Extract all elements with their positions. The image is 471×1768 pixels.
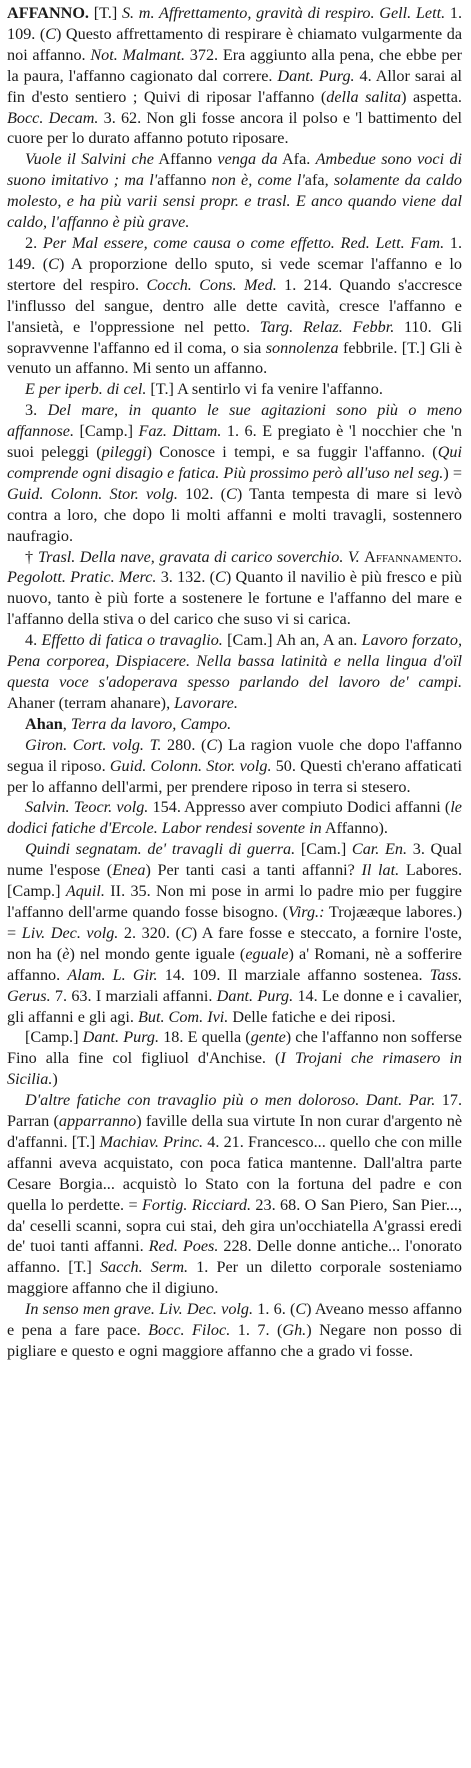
text-run: 4. 21. Francesco... quello che con mille affanni aveva acquistato, con poca fatica mantenne. Dall'altra parte Cesare Borgia... acquistò lo Stato con la fortuna del padre e con quella lo perdette. = [7, 1132, 462, 1214]
italic-text: Tass. Gerus. [7, 965, 462, 1005]
italic-text: Cocch. Cons. Med. [146, 275, 277, 294]
italic-text: D'altre fatiche con travaglio più o men doloroso. Dant. Par. [25, 1091, 436, 1110]
text-run: febbrile. [T.] Gli è venuto un affanno. Mi sento un affanno. [7, 338, 463, 378]
text-run: 23. 68. O San Piero, San Pier..., da' ceselli scanni, sopra cui stai, deh gira un'occhiatella A'grassi eredi de' tuoi tanti affanni. [7, 1195, 463, 1256]
text-run: ) A proporzione dello sputo, si vede scemar l'affanno e lo stertore del respiro. [7, 254, 463, 294]
text-run: Trojææque labores.) = [7, 902, 462, 942]
text-run: 18. E quella ( [159, 1028, 251, 1047]
italic-text: Il lat. [361, 861, 400, 880]
italic-text: della salita [326, 87, 402, 106]
entry-paragraph [7, 149, 462, 233]
text-run: 102. ( [177, 484, 227, 503]
text-run: 2. [25, 233, 43, 252]
italic-text: Qui comprende ogni disagio e fatica. Più prossimo però all'uso nel seg. [7, 443, 462, 482]
entry-paragraph [7, 1090, 462, 1299]
text-run: II. 35. Non mi pose in armi lo padre mio per fuggire l'affanno dell'arme quando fosse bisogno. ( [7, 882, 462, 921]
text-run: ) Aveano messo affanno e pena a fare pace. [7, 1300, 462, 1340]
text-run: 14. 109. Il marziale affanno sostenea. [157, 965, 430, 984]
text-run: ) Per tanti casi a tanti affanni? [145, 861, 362, 880]
italic-text: Ambedue sono voci di suono imitativo ; ma l' [7, 150, 462, 190]
text-run: 1. 6. ( [253, 1300, 296, 1319]
text-run: afa [304, 171, 325, 190]
italic-text: le dodici fatiche d'Ercole. Labor rendesi sovente in [7, 798, 462, 838]
text-run: 1. 214. Quando s'accresce l'influsso del sangue, dentro alle dette cavità, cresce l'affanno e l'ansietà, e l'oppressione nel petto. [7, 275, 463, 336]
text-run: 3. [25, 401, 48, 420]
italic-text: Not. Malmant. [90, 45, 186, 64]
text-run: ) Tanta tempesta di mare si levò contra a loro, che dopo li molti affanni e molti travagli, sostennero naufragio. [7, 484, 463, 545]
text-run: affanno [157, 171, 212, 190]
italic-text: Lavoro forzato, Pena corporea, Dispiacere. Nella bassa latinità e nella lingua d'oïl questa voce s'adoperava spesso parlando del lavoro de' campi. [7, 631, 462, 691]
italic-text: non è, come l' [211, 171, 305, 190]
entry-paragraph [7, 839, 462, 1027]
italic-text: Pegolott. Pratic. Merc. [7, 568, 157, 587]
text-run: ) nel mondo gente iguale ( [69, 944, 246, 963]
text-run: ) Questo affrettamento di respirare è chiamato vulgarmente da noi affanno. [7, 24, 463, 64]
italic-text: Gell. Lett. [379, 4, 446, 22]
italic-text: gente [250, 1028, 286, 1047]
text-run: 280. ( [161, 735, 207, 754]
italic-text: C [215, 568, 226, 587]
italic-text: E per iperb. di cel. [25, 380, 147, 399]
italic-text: Salvin. Teocr. volg. [25, 798, 149, 817]
text-run: ) Negare non posso di pigliare e questo e ogni maggiore affanno che a grado vi fosse. [7, 1321, 463, 1360]
italic-text: C [295, 1300, 307, 1319]
text-run: Affanno). [321, 819, 388, 838]
text-run: ) Quanto il navilio è più fresco e più nuovo, tanto è più forte a sostenere le fortune e l'affanno del mare e l'affanno della stiva o del carico che suso vi si carica. [7, 568, 462, 629]
italic-text: Bocc. Decam. [7, 108, 99, 127]
italic-text: I Trojani che rimasero in Sicilia. [7, 1049, 462, 1089]
entry-body [7, 3, 462, 1362]
italic-text: Gh. [282, 1321, 307, 1340]
italic-text: Quindi segnatam. de' travagli di guerra. [25, 840, 296, 859]
text-run: ) La ragion vuole che dopo l'affanno segua il riposo. [7, 735, 462, 775]
italic-text: In senso men grave. Liv. Dec. volg. [25, 1300, 254, 1319]
entry-paragraph [7, 233, 462, 379]
text-run: Ahaner (terram ahanare), [7, 693, 175, 712]
text-run: [Camp.] [74, 422, 139, 441]
entry-first-paragraph [7, 3, 462, 149]
entry-paragraph [7, 1027, 462, 1090]
bold-text: Ahan [25, 714, 63, 733]
bold-text: AFFANNO. [7, 4, 89, 22]
italic-text: S. m. Affrettamento, gravità di respiro. [121, 4, 375, 22]
text-run: 3. 62. Non gli fosse ancora il polso e 'l battimento del cuore per lo durato affanno potuto riposare. [7, 108, 462, 148]
italic-text: Dant. Purg. [216, 986, 294, 1005]
italic-text: venga da [217, 150, 278, 169]
text-run: 1. Per un diletto corporale sosteniamo maggiore affanno che il digiuno. [7, 1258, 463, 1298]
text-run: 1. 7. ( [230, 1321, 283, 1340]
italic-text: C [180, 923, 192, 942]
text-run: 154. Appresso aver compiuto Dodici affanni ( [148, 798, 451, 817]
small-caps-text: Affannamento [364, 547, 458, 566]
text-run: 110. Gli sopravvenne l'affanno ed il coma, o sia [7, 317, 462, 357]
text-run: Labores. [Camp.] [7, 861, 463, 901]
italic-text: Fortig. Ricciard. [142, 1195, 251, 1214]
italic-text: Terra da lavoro, Campo. [70, 714, 232, 733]
text-run: 3. Qual nume l'espose ( [7, 840, 463, 880]
text-run: ) a' Romani, nè a sofferire affanno. [7, 944, 462, 984]
text-run: [T.] A sentirlo vi fa venire l'affanno. [146, 380, 383, 399]
text-run: Affanno [153, 150, 218, 169]
text-run: . [457, 547, 462, 566]
italic-text: , solamente da caldo molesto, e ha più varii sensi propr. e trasl. E anco quando viene dal caldo, l'affanno è più grave. [7, 171, 463, 232]
italic-text: Per Mal essere, come causa o come effetto. Red. Lett. Fam. [42, 233, 445, 252]
italic-text: Dant. Purg. [82, 1028, 160, 1047]
text-run: , [62, 714, 71, 733]
text-run: 1. 6. E pregiato è 'l nocchier che 'n suoi peleggi ( [7, 422, 462, 462]
italic-text: Virg.: [288, 902, 325, 921]
text-run: Afa. [277, 150, 316, 169]
italic-text: eguale [245, 944, 289, 963]
italic-text: Liv. Dec. volg. [21, 923, 119, 942]
text-run: [T.] [88, 4, 122, 22]
entry-paragraph [7, 735, 462, 798]
italic-text: C [45, 24, 57, 43]
text-run: ) = [443, 463, 462, 482]
text-run: ) aspetta. [401, 87, 462, 106]
italic-text: But. Com. Ivi. [137, 1007, 229, 1026]
text-run: 228. Delle donne antiche... l'onorato affanno. [T.] [7, 1237, 462, 1277]
italic-text: Faz. Dittam. [138, 422, 222, 441]
text-run: ) che l'affanno non sofferse Fino alla fine col figliuol d'Anchise. ( [7, 1028, 462, 1068]
text-run: ) [52, 1070, 58, 1089]
text-run: ) A fare fosse e steccato, a fornire l'oste, non ha ( [7, 923, 462, 963]
text-run: † [25, 547, 38, 566]
italic-text: C [226, 484, 237, 503]
italic-text: Enea [112, 861, 146, 880]
entry-paragraph [7, 547, 462, 631]
entry-paragraph [7, 797, 462, 839]
italic-text: è [62, 944, 70, 963]
italic-text: Car. En. [351, 840, 408, 859]
italic-text: Targ. Relaz. Febbr. [259, 317, 395, 336]
entry-paragraph [7, 714, 462, 735]
entry-paragraph [7, 1299, 462, 1362]
entry-paragraph [7, 379, 462, 400]
text-run: 3. 132. ( [156, 568, 216, 587]
italic-text: Del mare, in quanto le sue agitazioni sono più o meno affannose. [7, 401, 462, 441]
text-run: [Cam.] [295, 840, 352, 859]
text-run: 372. Era aggiunto alla pena, che ebbe per la paura, l'affanno cagionato dal correre. [7, 45, 462, 85]
italic-text: Machiav. Princ. [99, 1132, 204, 1151]
italic-text: Effetto di fatica o travaglio. [41, 631, 223, 650]
text-run: 50. Questi ch'erano affaticati per lo affanno dell'armi, per prendere riposo in terra si stesero. [7, 756, 462, 796]
italic-text: pileggi [101, 443, 147, 462]
text-run: Delle fatiche e dei riposi. [228, 1007, 396, 1026]
italic-text: Sacch. Serm. [99, 1258, 189, 1277]
text-run: 14. Le donne e i cavalier, gli affanni e gli agi. [7, 986, 462, 1026]
text-run: [Cam.] Ah an, A an. [222, 631, 362, 650]
italic-text: apparranno [58, 1112, 137, 1131]
italic-text: C [48, 254, 59, 273]
italic-text: Bocc. Filoc. [148, 1321, 231, 1340]
italic-text: Lavorare. [174, 693, 238, 712]
text-run: [Camp.] [25, 1028, 83, 1047]
text-run: 1. 149. ( [7, 233, 463, 273]
text-run: 17. Parran ( [7, 1091, 462, 1131]
italic-text: Vuole il Salvini che [25, 150, 154, 169]
italic-text: sonnolenza [265, 338, 339, 357]
italic-text: Red. Poes. [148, 1237, 219, 1256]
italic-text: Guid. Colonn. Stor. volg. [7, 484, 178, 503]
text-run: ) Conosce i tempi, e sa fuggir l'affanno. ( [146, 443, 438, 462]
entry-paragraph [7, 400, 462, 546]
italic-text: C [206, 735, 218, 754]
italic-text: Aquil. [65, 882, 105, 901]
text-run: ) faville della sua virtute In non curar d'argento nè d'affanni. [T.] [7, 1112, 463, 1151]
italic-text: Guid. Colonn. Stor. volg. [109, 756, 272, 775]
italic-text: Giron. Cort. volg. T. [25, 735, 162, 754]
text-run: 4. [25, 631, 42, 650]
text-run: 1. 109. ( [7, 4, 462, 43]
text-run: 2. 320. ( [118, 923, 181, 942]
italic-text: Dant. Purg. [277, 66, 355, 85]
italic-text: Trasl. Della nave, gravata di carico soverchio. V. [37, 547, 360, 566]
entry-paragraph [7, 630, 462, 714]
text-run: 7. 63. I marziali affanni. [50, 986, 217, 1005]
italic-text: Alam. L. Gir. [67, 965, 158, 984]
text-run: 4. Allor sarai al fin d'esto sentiero ; Quivi di riposar l'affanno ( [7, 66, 463, 106]
